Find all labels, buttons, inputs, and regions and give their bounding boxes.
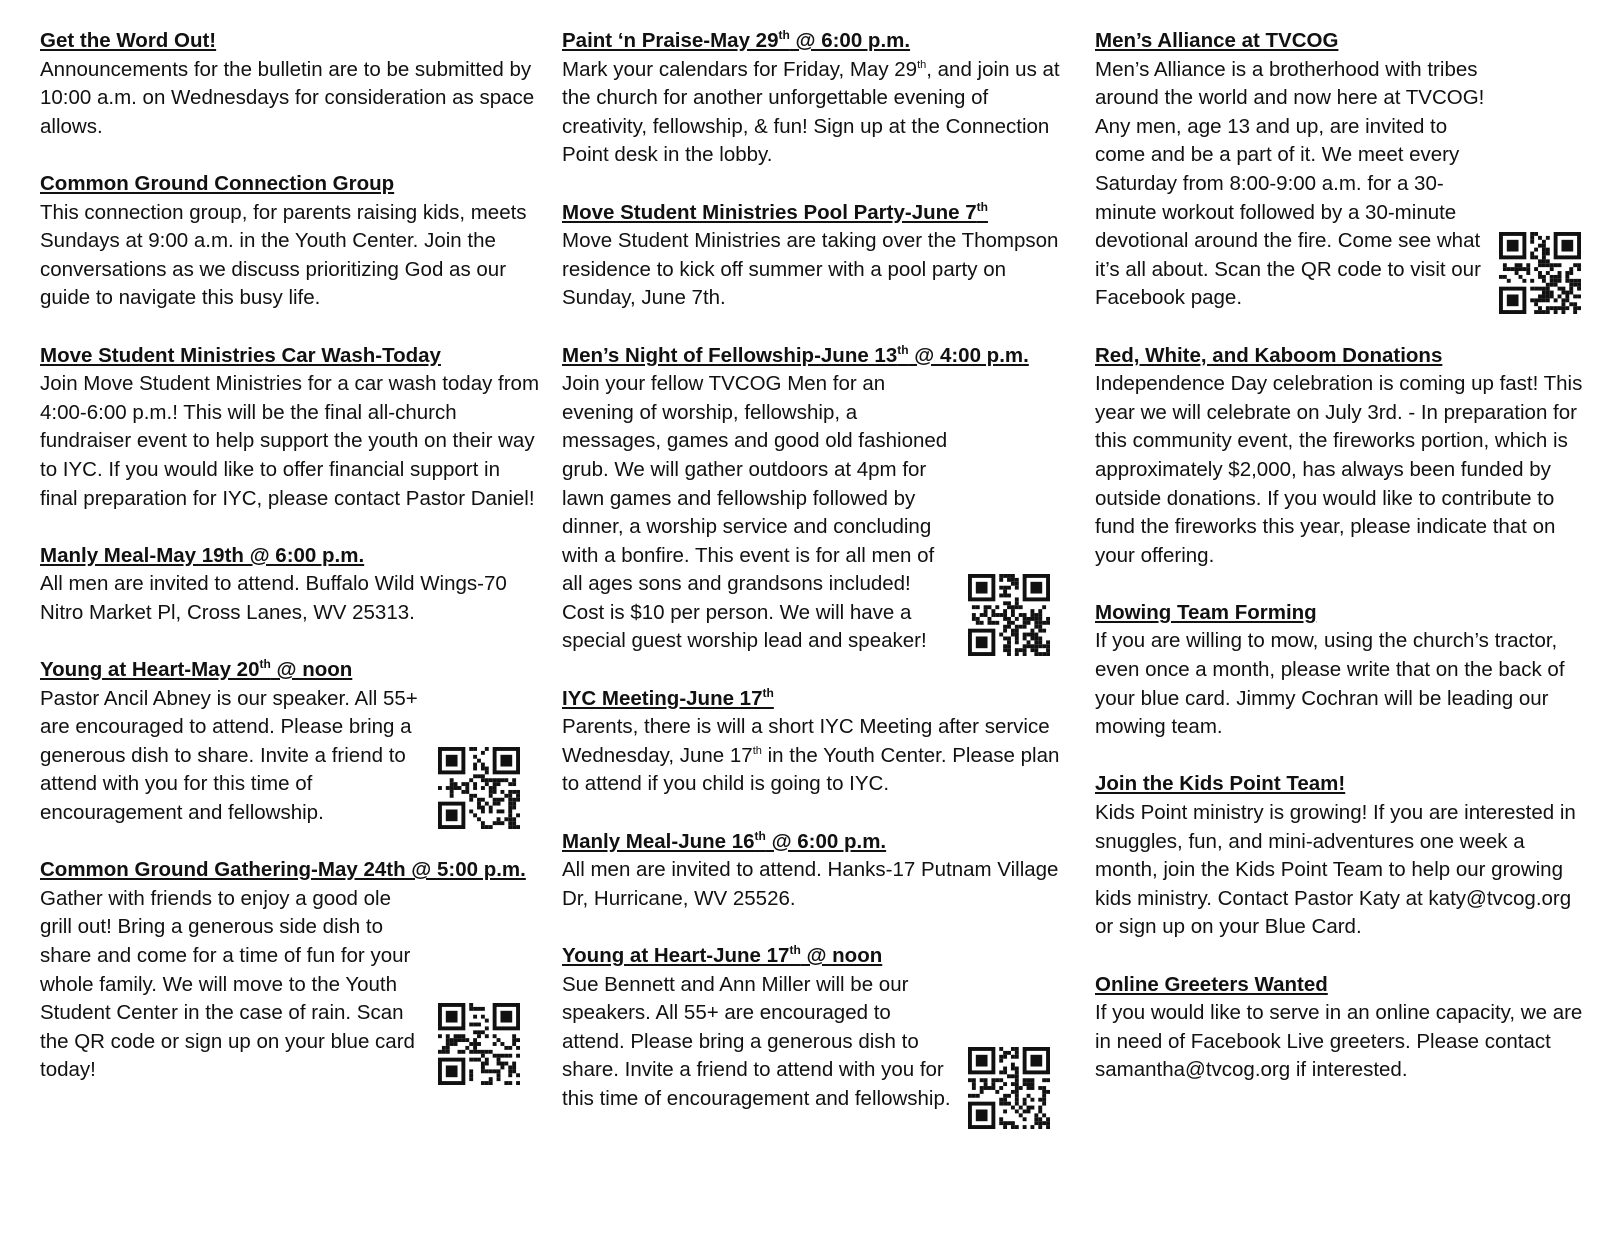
title-text: Move Student Ministries Pool Party-June 7: [562, 200, 977, 224]
announcement-mens-alliance: [1095, 27, 1585, 313]
announcement-title: Get the Word Out!: [40, 29, 217, 52]
announcement-title: Mowing Team Forming: [1095, 600, 1317, 624]
announcement-young-at-heart-may: [40, 656, 542, 828]
announcement-manly-meal-june: [562, 828, 1072, 914]
title-sup: th: [976, 199, 988, 214]
qr-code-icon[interactable]: [1499, 232, 1581, 314]
announcement-manly-meal-may: [40, 542, 542, 628]
announcements-column-1: [40, 27, 542, 1114]
title-text-tail: @ 6:00 p.m.: [789, 29, 911, 52]
announcement-title: [562, 342, 1072, 371]
qr-code-icon[interactable]: [438, 1003, 520, 1085]
announcement-body: Independence Day celebration is coming up fast! This year we will celebrate on July 3rd. - In preparation for this community event, the fireworks portion, which is approximately $2,000, has always been funded by outside donations. If you would like to contribute to fund the fireworks this year, please indicate that on your offering.: [1095, 372, 1583, 567]
announcement-body: All men are invited to attend. Buffalo Wild Wings-70 Nitro Market Pl, Cross Lanes, WV 25313.: [40, 572, 507, 624]
announcement-title: [562, 942, 1072, 971]
announcement-kids-point-team: [1095, 770, 1585, 942]
announcement-body: Men’s Alliance is a brotherhood with tribes around the world and now here at TVCOG! Any men, age 13 and up, are invited to come and be a part of it. We meet every Saturday from 8:00-9:00 a.m. for a 30-minute workout followed by a 30-minute devotional around the fire. Come see what it’s all about. Scan the QR code to visit our Facebook page.: [1095, 57, 1485, 310]
announcement-title: [562, 27, 1072, 56]
body-sup: th: [752, 745, 762, 758]
qr-code-icon[interactable]: [968, 1047, 1050, 1129]
title-text-tail: @ noon: [800, 944, 883, 967]
announcement-pool-party: [562, 199, 1072, 313]
announcement-title: [562, 199, 1072, 228]
qr-code-icon[interactable]: [438, 747, 520, 829]
announcement-body: All men are invited to attend. Hanks-17 Putnam Village Dr, Hurricane, WV 25526.: [562, 858, 1059, 910]
announcement-title: Join the Kids Point Team!: [1095, 772, 1346, 796]
title-text: IYC Meeting-June 17: [562, 686, 763, 710]
announcement-title: Online Greeters Wanted: [1095, 972, 1328, 996]
announcement-online-greeters: [1095, 971, 1585, 1085]
announcement-body: [562, 56, 1072, 170]
announcement-body: If you are willing to mow, using the church’s tractor, even once a month, please write that on the back of your blue card. Jimmy Cochran will be leading our mowing team.: [1095, 629, 1565, 739]
title-sup: th: [762, 685, 774, 700]
announcement-common-ground-connection: [40, 170, 542, 313]
qr-code-icon[interactable]: [968, 574, 1050, 656]
title-text-tail: @ noon: [270, 658, 353, 682]
announcement-body: Gather with friends to enjoy a good ole grill out! Bring a generous side dish to share and come for a time of fun for your whole family. We will move to the Youth Student Center in the case of rain. Scan the QR code or sign up on your blue card today!: [40, 886, 415, 1082]
announcement-title: [562, 828, 1072, 857]
announcement-body: Move Student Ministries are taking over the Thompson residence to kick off summer with a pool party on Sunday, June 7th.: [562, 229, 1059, 310]
announcement-body: Announcements for the bulletin are to be submitted by 10:00 a.m. on Wednesdays for consideration as space allows.: [40, 57, 535, 138]
title-sup: th: [754, 828, 766, 843]
announcement-mens-night: [562, 342, 1072, 657]
title-text: Men’s Night of Fellowship-June 13: [562, 343, 898, 367]
body-sup: th: [917, 58, 927, 71]
announcement-body: Join your fellow TVCOG Men for an evening of worship, fellowship, a messages, games and good old fashioned grub. We will gather outdoors at 4pm for lawn games and fellowship followed by dinner, a worship service and concluding with a bonfire. This event is for all men of all ages sons and grandsons included! Cost is $10 per person. We will have a special guest worship lead and speaker!: [562, 372, 948, 653]
announcement-body: This connection group, for parents raising kids, meets Sundays at 9:00 a.m. in the Youth Center. Join the conversations as we discuss prioritizing God as our guide to navigate this busy life.: [40, 200, 527, 310]
body-text: Mark your calendars for Friday, May 29: [562, 57, 918, 81]
announcement-title: Common Ground Gathering-May 24th @ 5:00 p.m.: [40, 858, 526, 882]
announcement-body: Sue Bennett and Ann Miller will be our speakers. All 55+ are encouraged to attend. Please bring a generous dish to share. Invite a friend to attend with you for this time of encouragement and fellowship.: [562, 972, 951, 1110]
announcement-car-wash: [40, 342, 542, 514]
body-text-tail: , and join us at the church for another unforgettable evening of creativity, fellowship, & fun! Sign up at the Connection Point desk in the lobby.: [562, 57, 1060, 167]
title-text: Manly Meal-June 16: [562, 829, 755, 853]
announcement-title: Move Student Ministries Car Wash-Today: [40, 343, 441, 367]
announcement-iyc-meeting: [562, 685, 1072, 799]
body-text-tail: in the Youth Center. Please plan to attend if you child is going to IYC.: [562, 743, 1060, 796]
body-text: Parents, there is will a short IYC Meeting after service Wednesday, June 17: [562, 715, 1050, 767]
title-text: Young at Heart-May 20: [40, 658, 260, 682]
announcement-title: [562, 685, 1072, 714]
announcement-mowing-team: [1095, 599, 1585, 742]
announcements-column-3: [1095, 27, 1585, 1114]
title-text: Paint ‘n Praise-May 29: [562, 29, 779, 52]
announcement-young-at-heart-june: [562, 942, 1072, 1114]
announcement-title: Manly Meal-May 19th @ 6:00 p.m.: [40, 543, 365, 567]
title-sup: th: [789, 943, 801, 958]
announcements-column-2: [562, 27, 1072, 1142]
announcement-title: Men’s Alliance at TVCOG: [1095, 29, 1339, 52]
title-text-tail: @ 6:00 p.m.: [765, 829, 887, 853]
announcement-body: Join Move Student Ministries for a car wash today from 4:00-6:00 p.m.! This will be the final all-church fundraiser event to help support the youth on their way to IYC. If you would like to offer financial support in final preparation for IYC, please contact Pastor Daniel!: [40, 372, 540, 510]
announcement-title: [40, 656, 542, 685]
announcement-body: If you would like to serve in an online capacity, we are in need of Facebook Live greeters. Please contact samantha@tvcog.org if interested.: [1095, 1001, 1583, 1082]
announcement-kaboom-donations: [1095, 342, 1585, 571]
announcement-get-the-word-out: [40, 27, 542, 141]
announcement-body: Pastor Ancil Abney is our speaker. All 55+ are encouraged to attend. Please bring a generous dish to share. Invite a friend to attend with you for this time of encouragement and fellowship.: [40, 686, 418, 825]
title-sup: th: [897, 342, 909, 357]
title-sup: th: [778, 28, 790, 43]
announcement-title: Red, White, and Kaboom Donations: [1095, 343, 1443, 367]
title-sup: th: [259, 657, 271, 672]
title-text: Young at Heart-June 17: [562, 944, 790, 967]
announcement-body: Kids Point ministry is growing! If you are interested in snuggles, fun, and mini-adventures one week a month, join the Kids Point Team to help our growing kids ministry. Contact Pastor Katy at katy@tvcog.org or sign up on your Blue Card.: [1095, 801, 1576, 939]
announcement-paint-n-praise: [562, 27, 1072, 170]
announcement-title: Common Ground Connection Group: [40, 171, 395, 195]
title-text-tail: @ 4:00 p.m.: [908, 343, 1029, 367]
announcement-body: [562, 713, 1072, 799]
announcement-common-ground-gathering: [40, 856, 542, 1085]
